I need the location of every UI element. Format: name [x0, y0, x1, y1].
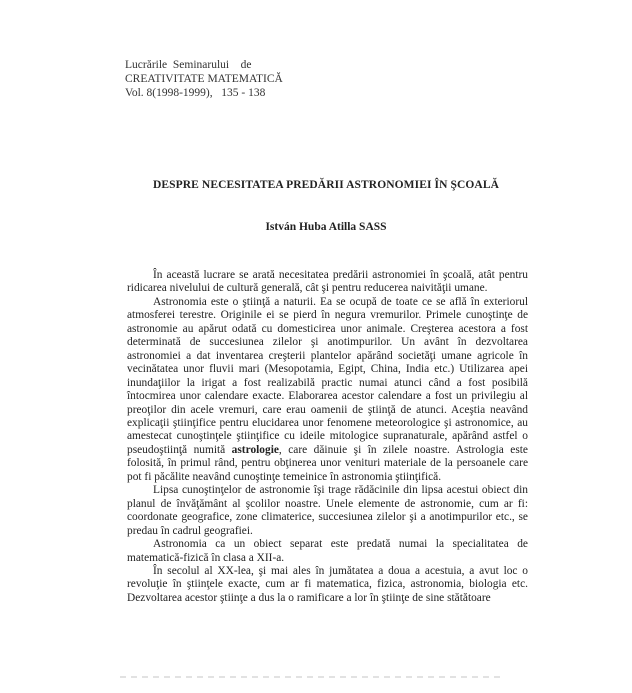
scan-artifact	[120, 676, 500, 678]
paragraph-lack-of-knowledge: Lipsa cunoştinţelor de astronomie îşi trage rădăcinile din lipsa acestui obiect din planul de învăţământ al şcolilor noastre. Unele elemente de astronomie, cum ar fi: coordonate geografice, zone climaterice, succesiunea zilelor şi a anotimpurilor etc., se predau în cadrul geografiei.	[127, 484, 528, 537]
article-author: István Huba Atilla SASS	[265, 221, 387, 233]
article-title: DESPRE NECESITATEA PREDĂRII ASTRONOMIEI ÎN ŞCOALĂ	[152, 179, 500, 191]
paragraph-twentieth-century: În secolul al XX-lea, şi mai ales în jumătatea a doua a acestuia, a avut loc o revoluţie în ştiinţele exacte, cum ar fi matematica, fizica, astronomia, biologia etc. Dezvoltarea acestor ştiinţe a dus la o ramificare a lor în ştiinţe de sine stătătoare	[127, 564, 528, 604]
journal-series-line: CREATIVITATE MATEMATICĂ	[125, 73, 283, 85]
paragraph-separate-subject: Astronomia ca un obiect separat este predată numai la specialitatea de matematică-fizică în clasa a XII-a.	[127, 538, 528, 564]
paragraph-text: , care dăinuie şi în zilele noastre. Astrologia este folosită, în primul rând, pentru obţinerea unor venituri materiale de la persoanele care pot fi păcălite neavând cunoştinţe temeinice în astronomia ştiinţifică.	[127, 443, 528, 483]
journal-header	[125, 58, 283, 100]
journal-name-line: Lucrările Seminarului de	[125, 59, 252, 71]
astrology-term: astrologie	[231, 443, 279, 456]
article-body	[127, 269, 528, 605]
paragraph-intro: În această lucrare se arată necesitatea predării astronomiei în şcoală, atât pentru ridicarea nivelului de cultură generală, cât şi pentru reducerea naivităţii umane.	[127, 269, 528, 295]
journal-volume-line: Vol. 8(1998-1999), 135 - 138	[125, 87, 266, 99]
paragraph-text: Astronomia este o ştiinţă a naturii. Ea se ocupă de toate ce se află în exteriorul atmosferei terestre. Originile ei se pierd în negura vremurilor. Primele cunoştinţe de astronomie au apărut odată cu domesticirea unor animale. Creşterea acestora a fost determinată de succesiunea zilelor şi anotimpurilor. Un avânt în dezvoltarea astronomiei a dat inventarea creşterii plantelor apărând societăţi umane agricole în vecinătatea unor fluvii mari (Mesopotamia, Egipt, China, India etc.) Utilizarea apei inundaţiilor la irigat a fost realizabilă practic numai atunci când a fost posibilă întocmirea unor calendare exacte. Elaborarea acestor calendare a fost un privilegiu al preoţilor din acele vremuri, care erau oamenii de ştiinţă de atunci. Aceştia neavând explicaţii ştiinţifice pentru elucidarea unor fenomene meteorologice şi astronomice, au amestecat cunoştinţele ştiinţifice cu ideile mitologice supranaturale, apărând astfel o pseudoştiinţă numită	[127, 295, 528, 456]
paragraph-astronomy-history	[127, 296, 528, 484]
